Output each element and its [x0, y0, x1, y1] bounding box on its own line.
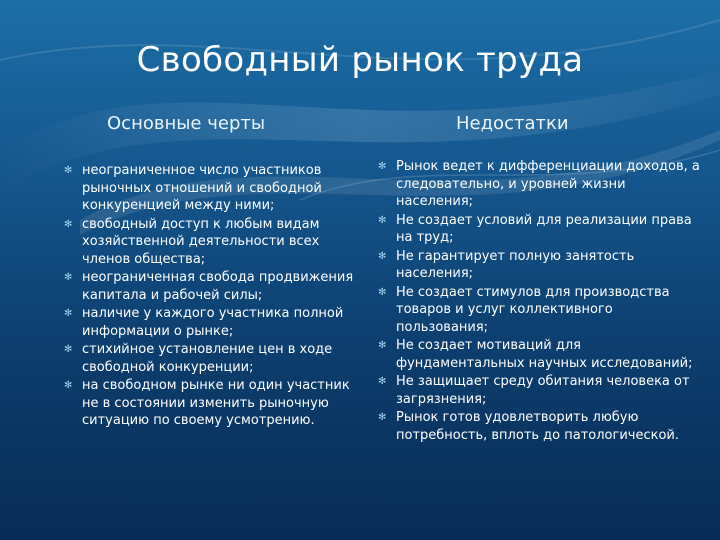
drawbacks-list [376, 158, 706, 445]
right-column-heading: Недостатки [456, 113, 569, 134]
feature-item: ✻ неограниченная свобода продвижения капитала и рабочей силы; [62, 269, 354, 304]
features-list [62, 162, 354, 431]
feature-item: ✻ на свободном рынке ни один участник не в состоянии изменить рыночную ситуацию по своему усмотрению. [62, 377, 354, 430]
feature-item: ✻ неограниченное число участников рыночных отношений и свободной конкуренцией между ними; [62, 162, 354, 215]
drawback-item: ✻ Не защищает среду обитания человека от загрязнения; [376, 373, 706, 408]
drawback-item: ✻ Рынок готов удовлетворить любую потребность, вплоть до патологической. [376, 409, 706, 444]
drawback-item: ✻ Рынок ведет к дифференциации доходов, а следовательно, и уровней жизни населения; [376, 158, 706, 211]
drawback-item: ✻ Не создает мотиваций для фундаментальных научных исследований; [376, 337, 706, 372]
feature-item: ✻ стихийное установление цен в ходе свободной конкуренции; [62, 341, 354, 376]
feature-item: ✻ наличие у каждого участника полной информации о рынке; [62, 305, 354, 340]
left-column-heading: Основные черты [107, 113, 266, 134]
drawback-item: ✻ Не создает условий для реализации права на труд; [376, 212, 706, 247]
feature-item: ✻ свободный доступ к любым видам хозяйственной деятельности всех членов общества; [62, 216, 354, 269]
drawback-item: ✻ Не создает стимулов для производства товаров и услуг коллективного пользования; [376, 284, 706, 337]
drawback-item: ✻ Не гарантирует полную занятость населения; [376, 248, 706, 283]
slide-title: Свободный рынок труда [136, 40, 584, 80]
